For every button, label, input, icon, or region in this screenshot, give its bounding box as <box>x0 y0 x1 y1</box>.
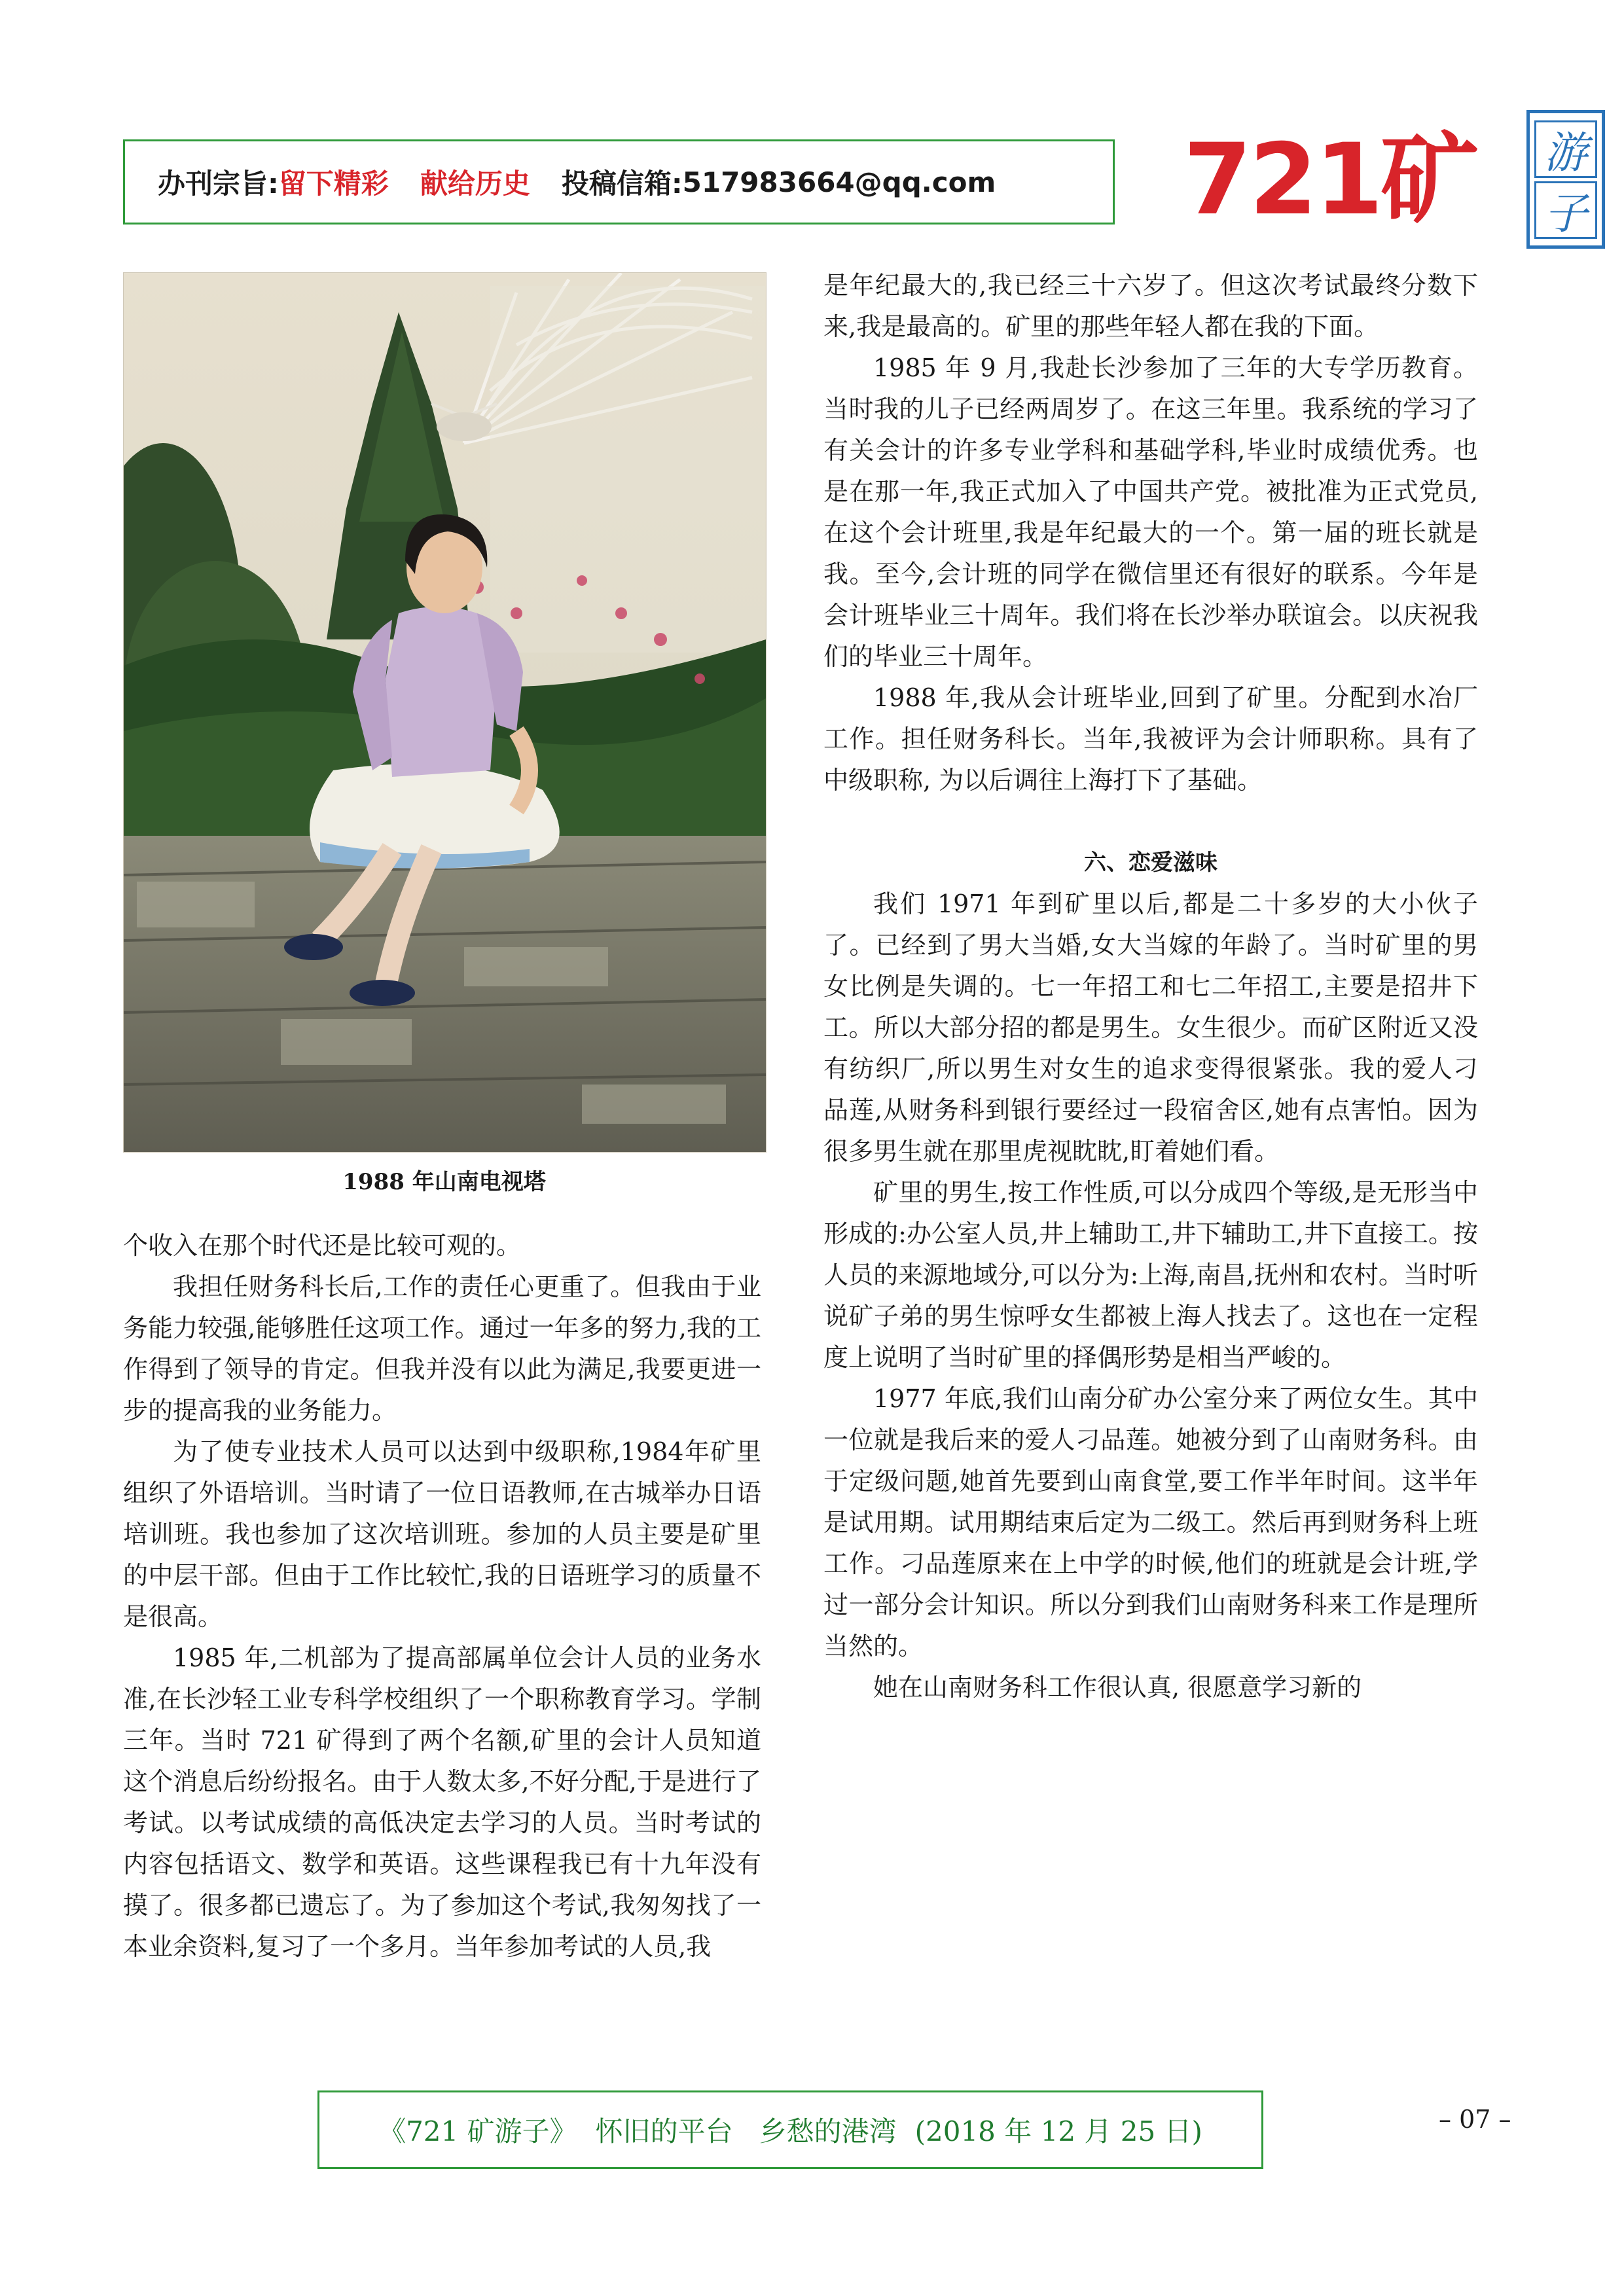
purpose-label: 办刊宗旨: <box>158 168 279 200</box>
brand-stamp-logo <box>1526 110 1605 249</box>
stamp-char-1: 游 <box>1534 120 1597 178</box>
brand-title: 721矿 <box>1183 123 1477 237</box>
right-paragraph: 她在山南财务科工作很认真, 很愿意学习新的 <box>873 1673 1362 1702</box>
right-paragraph-continued: 是年纪最大的,我已经三十六岁了。但这次考试最终分数下来,我是最高的。矿里的那些年轻人都在我的下面。 <box>823 271 1478 341</box>
purpose-value-1: 留下精彩 <box>278 168 389 200</box>
right-paragraph: 我们 1971 年到矿里以后,都是二十多岁的大小伙子了。已经到了男大当婚,女大当嫁的年龄了。当时矿里的男女比例是失调的。七一年招工和七二年招工,主要是招井下工。所以大部分招的都是男生。女生很少。而矿区附近又没有纺织厂,所以男生对女生的追求变得很紧张。我的爱人刁品莲,从财务科到银行要经过一段宿舍区,她有点害怕。因为很多男生就在那里虎视眈眈,盯着她们看。 <box>823 889 1478 1166</box>
right-paragraph: 矿里的男生,按工作性质,可以分成四个等级,是无形当中形成的:办公室人员,井上辅助工,井下辅助工,井下直接工。按人员的来源地域分,可以分为:上海,南昌,抚州和农村。当时听说矿子弟的男生惊呼女生都被上海人找去了。这也在一定程度上说明了当时矿里的择偶形势是相当严峻的。 <box>823 1178 1478 1372</box>
right-paragraph: 1985 年 9 月,我赴长沙参加了三年的大专学历教育。当时我的儿子已经两周岁了。在这三年里。我系统的学习了有关会计的许多专业学科和基础学科,毕业时成绩优秀。也是在那一年,我正式加入了中国共产党。被批准为正式党员,在这个会计班里,我是年纪最大的一个。第一届的班长就是我。至今,会计班的同学在微信里还有很好的联系。今年是会计班毕业三十周年。我们将在长沙举办联谊会。以庆祝我们的毕业三十周年。 <box>823 353 1478 671</box>
contact-email[interactable]: 517983664@qq.com <box>682 166 996 198</box>
contact-label: 投稿信箱: <box>561 168 683 200</box>
footer-publication: 《721 矿游子》 <box>378 2115 577 2147</box>
stamp-char-2: 子 <box>1534 181 1597 239</box>
left-paragraph-continued: 个收入在那个时代还是比较可观的。 <box>123 1231 522 1260</box>
right-text-column <box>823 265 1478 1708</box>
section-heading: 六、恋爱滋味 <box>1084 850 1218 876</box>
left-text-column <box>123 1225 761 1967</box>
purpose-value-2: 献给历史 <box>420 168 530 200</box>
right-paragraph: 1977 年底,我们山南分矿办公室分来了两位女生。其中一位就是我后来的爱人刁品莲。她被分到了山南财务科。由于定级问题,她首先要到山南食堂,要工作半年时间。这半年是试用期。试用期结束后定为二级工。然后再到财务科上班工作。刁品莲原来在上中学的时候,他们的班就是会计班,学过一部分会计知识。所以分到我们山南财务科来工作是理所当然的。 <box>823 1384 1478 1660</box>
right-paragraph: 1988 年,我从会计班毕业,回到了矿里。分配到水冶厂工作。担任财务科长。当年,我被评为会计师职称。具有了中级职称, 为以后调往上海打下了基础。 <box>823 683 1478 795</box>
page-number: – 07 – <box>1439 2105 1511 2134</box>
left-paragraph: 我担任财务科长后,工作的责任心更重了。但我由于业务能力较强,能够胜任这项工作。通过一年多的努力,我的工作得到了领导的肯定。但我并没有以此为满足,我要更进一步的提高我的业务能力。 <box>123 1272 761 1425</box>
footer-date: (2018 年 12 月 25 日) <box>914 2115 1202 2147</box>
footer-banner <box>317 2090 1263 2169</box>
masthead-banner <box>123 139 1115 224</box>
article-photo <box>123 272 767 1153</box>
left-paragraph: 为了使专业技术人员可以达到中级职称,1984年矿里组织了外语培训。当时请了一位日语教师,在古城举办日语培训班。我也参加了这次培训班。参加的人员主要是矿里的中层干部。但由于工作比较忙,我的日语班学习的质量不是很高。 <box>123 1437 761 1631</box>
photo-caption: 1988 年山南电视塔 <box>342 1169 546 1195</box>
footer-slogan-1: 怀旧的平台 <box>595 2115 733 2147</box>
footer-slogan-2: 乡愁的港湾 <box>759 2115 897 2147</box>
left-paragraph: 1985 年,二机部为了提高部属单位会计人员的业务水准,在长沙轻工业专科学校组织了一个职称教育学习。学制三年。当时 721 矿得到了两个名额,矿里的会计人员知道这个消息后纷纷报名。由于人数太多,不好分配,于是进行了考试。以考试成绩的高低决定去学习的人员。当时考试的内容包括语文、数学和英语。这些课程我已有十九年没有摸了。很多都已遗忘了。为了参加这个考试,我匆匆找了一本业余资料,复习了一个多月。当年参加考试的人员,我 <box>123 1643 761 1961</box>
section-spacer <box>823 801 1478 842</box>
